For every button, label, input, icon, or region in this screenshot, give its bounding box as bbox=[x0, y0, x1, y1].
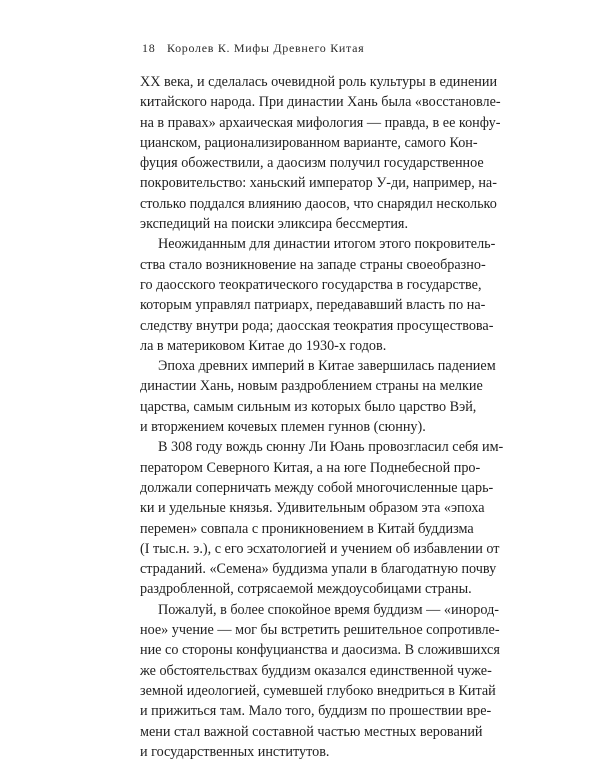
text-line: которым управлял патриарх, передававший власть по на- bbox=[140, 297, 486, 314]
text-line: ства стало возникновение на западе страны своеобразно- bbox=[140, 256, 486, 273]
text-line: и прижиться там. Мало того, буддизм по прошествии вре- bbox=[140, 703, 492, 720]
body-text bbox=[140, 72, 504, 762]
text-line: фуция обожествили, а даосизм получил государственное bbox=[140, 155, 484, 172]
text-line: го даосского теократического государства в государстве, bbox=[140, 276, 482, 293]
text-line: XX века, и сделалась очевидной роль культуры в единении bbox=[140, 74, 498, 90]
text-line: и вторжением кочевых племен гуннов (сюнну). bbox=[140, 419, 426, 436]
text-line: столько поддался влиянию даосов, что снарядил несколько bbox=[140, 195, 497, 212]
text-line: Пожалуй, в более спокойное время буддизм — «инород- bbox=[158, 601, 500, 618]
text-line: покровительство: ханьский император У-ди, например, на- bbox=[140, 175, 497, 192]
text-line: Эпоха древних империй в Китае завершилась падением bbox=[158, 358, 496, 375]
running-head bbox=[142, 41, 364, 56]
text-line: китайского народа. При династии Хань была «восстановле- bbox=[140, 94, 501, 111]
text-line: же обстоятельствах буддизм оказался единственной чуже- bbox=[140, 662, 492, 679]
text-line: династии Хань, новым раздроблением страны на мелкие bbox=[140, 378, 483, 395]
text-line: страданий. «Семена» буддизма упали в благодатную почву bbox=[140, 561, 497, 578]
text-line: на в правах» архаическая мифология — правда, в ее конфу- bbox=[140, 114, 501, 131]
page-number: 18 bbox=[142, 41, 156, 55]
text-line: мени стал важной составной частью местных верований bbox=[140, 723, 483, 740]
text-line: земной идеологией, сумевшей глубоко внедриться в Китай bbox=[140, 682, 496, 699]
text-line: В 308 году вождь сюнну Ли Юань провозгласил себя им- bbox=[158, 439, 504, 456]
text-line: ла в материковом Китае до 1930-х годов. bbox=[140, 337, 387, 354]
text-line: Неожиданным для династии итогом этого покровитель- bbox=[158, 236, 496, 253]
text-line: (I тыс.н. э.), с его эсхатологией и учением об избавлении от bbox=[140, 540, 500, 557]
text-line: ное» учение — мог бы встретить решительное сопротивле- bbox=[140, 622, 500, 639]
text-line: экспедиций на поиски эликсира бессмертия. bbox=[140, 216, 409, 233]
text-line: следству внутри рода; даосская теократия просуществова- bbox=[140, 317, 494, 334]
running-title: Королев К. Мифы Древнего Китая bbox=[167, 41, 365, 55]
text-line: должали соперничать между собой многочисленные царь- bbox=[140, 479, 494, 496]
text-line: царства, самым сильным из которых было царство Вэй, bbox=[140, 398, 477, 415]
text-line: и государственных институтов. bbox=[140, 743, 330, 760]
text-line: цианском, рационализированном варианте, самого Кон- bbox=[140, 134, 478, 151]
text-line: ки и удельные князья. Удивительным образом эта «эпоха bbox=[140, 500, 485, 517]
text-line: ператором Северного Китая, а на юге Поднебесной про- bbox=[140, 459, 481, 476]
text-line: ние со стороны конфуцианства и даосизма. В сложившихся bbox=[140, 642, 500, 659]
text-line: раздробленной, сотрясаемой междоусобицами страны. bbox=[140, 581, 472, 598]
text-line: перемен» совпала с проникновением в Китай буддизма bbox=[140, 520, 474, 537]
